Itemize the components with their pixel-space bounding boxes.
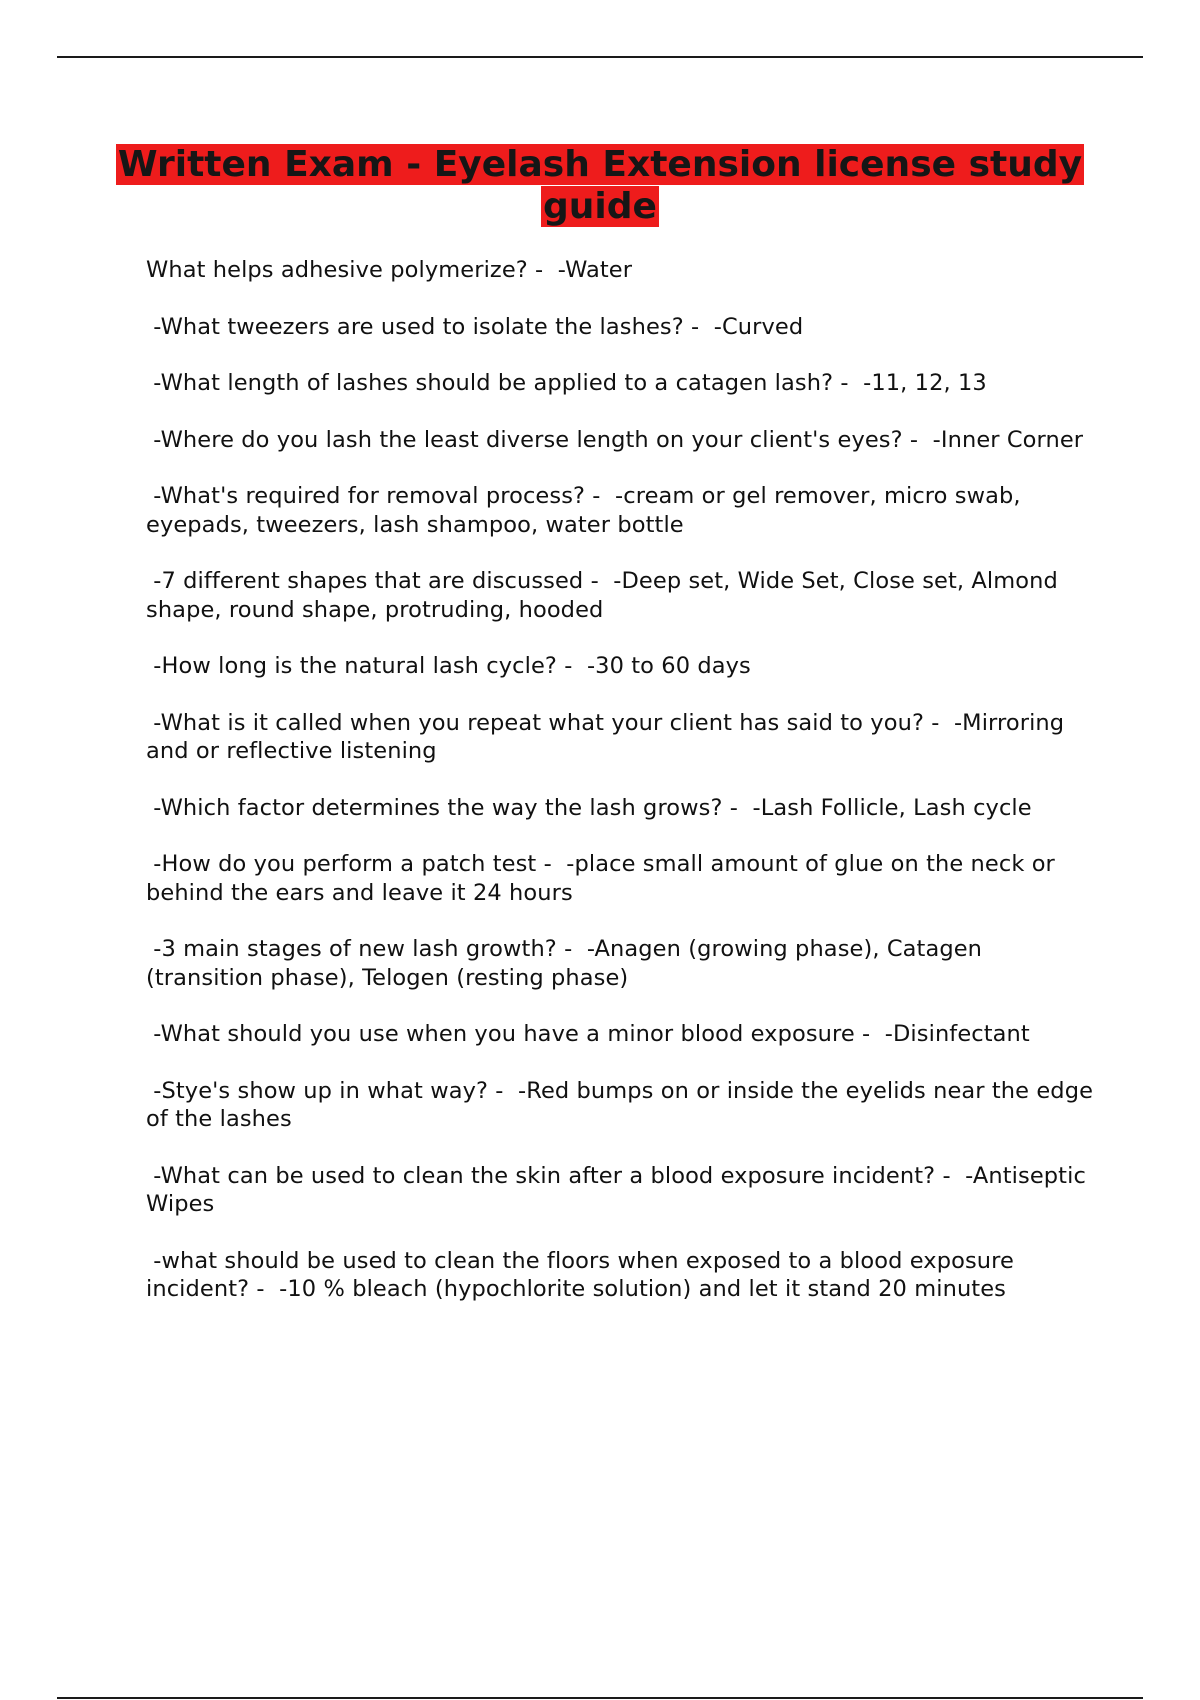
qa-item: -What is it called when you repeat what your client has said to you? - -Mirroring and or reflective listening xyxy=(146,709,1072,764)
qa-item: -What should you use when you have a minor blood exposure - -Disinfectant xyxy=(146,1021,1030,1047)
qa-item: -What length of lashes should be applied to a catagen lash? - -11, 12, 13 xyxy=(146,370,987,396)
qa-item: -How do you perform a patch test - -place small amount of glue on the neck or behind the ears and leave it 24 hours xyxy=(146,851,1063,906)
qa-item: What helps adhesive polymerize? - -Water xyxy=(146,257,633,283)
qa-item: -what should be used to clean the floors when exposed to a blood exposure incident? - -10 % bleach (hypochlorite solution) and let it stand 20 minutes xyxy=(146,1247,1022,1302)
bottom-rule xyxy=(57,1697,1143,1699)
qa-item: -What can be used to clean the skin after a blood exposure incident? - -Antiseptic Wipes xyxy=(146,1162,1094,1217)
qa-list xyxy=(146,256,1101,1332)
qa-item: -How long is the natural lash cycle? - -30 to 60 days xyxy=(146,653,751,679)
qa-item: -Where do you lash the least diverse length on your client's eyes? - -Inner Corner xyxy=(146,426,1084,453)
qa-item: -3 main stages of new lash growth? - -Anagen (growing phase), Catagen (transition phase), Telogen (resting phase) xyxy=(146,936,990,991)
qa-item: -Which factor determines the way the lash grows? - -Lash Follicle, Lash cycle xyxy=(146,794,1032,821)
qa-item: -7 different shapes that are discussed - -Deep set, Wide Set, Close set, Almond shape, round shape, protruding, hooded xyxy=(146,568,1066,623)
document-title: Written Exam - Eyelash Extension license study guide xyxy=(117,144,1083,227)
document-title-block xyxy=(60,144,1140,228)
top-rule xyxy=(57,56,1143,58)
qa-item: -What's required for removal process? - -cream or gel remover, micro swab, eyepads, tweezers, lash shampoo, water bottle xyxy=(146,483,1028,538)
qa-item: -Stye's show up in what way? - -Red bumps on or inside the eyelids near the edge of the lashes xyxy=(146,1077,1101,1132)
qa-item: -What tweezers are used to isolate the lashes? - -Curved xyxy=(146,313,804,340)
